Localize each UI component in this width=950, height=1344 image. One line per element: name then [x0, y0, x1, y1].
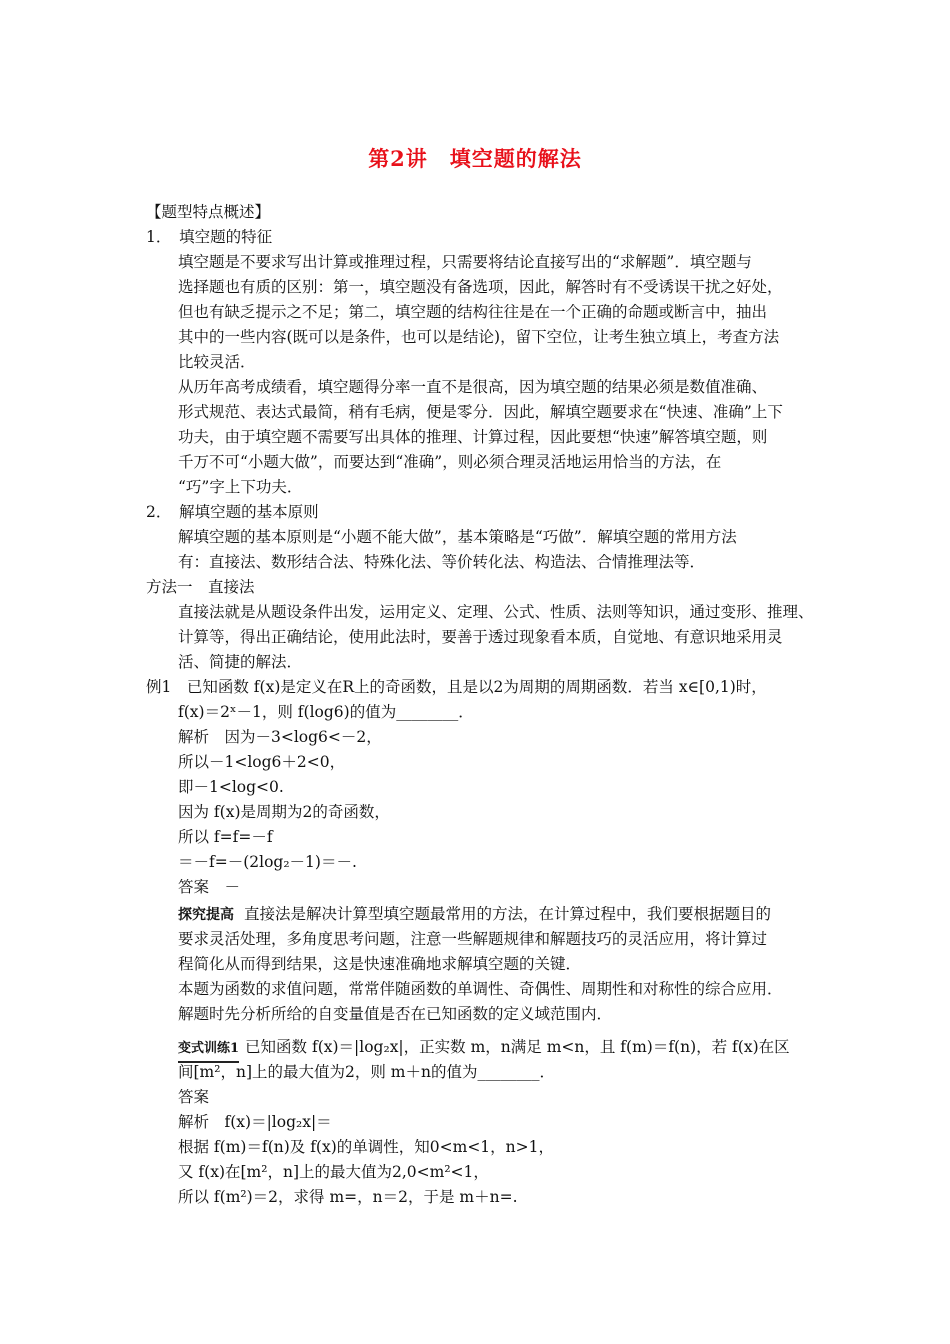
para2-line: 功夫，由于填空题不需要写出具体的推理、计算过程，因此要想“快速”解答填空题，则	[178, 428, 768, 446]
item2-heading: 2． 解填空题的基本原则	[146, 503, 319, 521]
example1-solution-line: 因为 f(x)是周期为2的奇函数，	[178, 803, 390, 821]
para2-line: 形式规范、表达式最简，稍有毛病，便是零分．因此，解填空题要求在“快速、准确”上下	[178, 403, 783, 421]
inquiry-line: 本题为函数的求值问题，常常伴随函数的单调性、奇偶性、周期性和对称性的综合应用．	[178, 980, 783, 998]
training-line	[178, 1035, 790, 1063]
inquiry-line: 解题时先分析所给的自变量值是否在已知函数的定义域范围内．	[178, 1005, 613, 1023]
training-solution-line: 根据 f(m)＝f(n)及 f(x)的单调性，知0<m<1，n>1，	[178, 1138, 554, 1156]
example1-solution-line: ＝－f=－(2log₂－1)＝－.	[178, 853, 357, 871]
para1-line: 填空题是不要求写出计算或推理过程，只需要将结论直接写出的“求解题”．填空题与	[178, 253, 752, 271]
para2-line: “巧”字上下功夫．	[178, 478, 303, 496]
para3-line: 有：直接法、数形结合法、特殊化法、等价转化法、构造法、合情推理法等．	[178, 553, 706, 571]
example1-answer: 答案 －	[178, 878, 241, 896]
example1-solution-line: 即－1<log<0.	[178, 778, 284, 796]
para3-line: 解填空题的基本原则是“小题不能大做”，基本策略是“巧做”．解填空题的常用方法	[178, 528, 737, 546]
training-solution-line: 又 f(x)在[m²，n]上的最大值为2,0<m²<1，	[178, 1163, 489, 1181]
inquiry-tag: 探究提高	[178, 907, 234, 923]
para4-line: 直接法就是从题设条件出发，运用定义、定理、公式、性质、法则等知识，通过变形、推理、	[178, 603, 814, 621]
example1-solution-line: 所以－1<log6＋2<0，	[178, 753, 346, 771]
training-solution-line: 所以 f(m²)＝2，求得 m=，n＝2，于是 m＋n=.	[178, 1188, 518, 1206]
para1-line: 比较灵活．	[178, 353, 256, 371]
para1-line: 但也有缺乏提示之不足；第二，填空题的结构往往是在一个正确的命题或断言中，抽出	[178, 303, 768, 321]
para2-line: 千万不可“小题大做”，而要达到“准确”，则必须合理灵活地运用恰当的方法，在	[178, 453, 722, 471]
para1-line: 其中的一些内容(既可以是条件，也可以是结论)，留下空位，让考生独立填上，考查方法	[178, 328, 780, 346]
training-solution-line: 解析 f(x)＝|log₂x|＝	[178, 1113, 332, 1131]
para1-line: 选择题也有质的区别：第一，填空题没有备选项，因此，解答时有不受诱误干扰之好处，	[178, 278, 783, 296]
method1-heading: 方法一 直接法	[146, 578, 255, 596]
para4-line: 计算等，得出正确结论，使用此法时，要善于透过现象看本质，自觉地、有意识地采用灵	[178, 628, 783, 646]
example1-statement: f(x)＝2ˣ－1，则 f(log6)的值为________．	[178, 703, 474, 721]
training-text: 已知函数 f(x)＝|log₂x|，正实数 m，n满足 m<n，且 f(m)＝f(n)，若 f(x)在区	[245, 1038, 790, 1056]
example1-solution-line: 所以 f=f=－f	[178, 828, 273, 846]
page-title: 第2讲 填空题的解法	[368, 146, 582, 171]
para4-line: 活、简捷的解法．	[178, 653, 303, 671]
item1-heading: 1． 填空题的特征	[146, 228, 273, 246]
example1-statement: 例1 已知函数 f(x)是定义在R上的奇函数，且是以2为周期的周期函数．若当 x∈[0,1)时，	[146, 678, 767, 696]
section-header: 【题型特点概述】	[146, 203, 271, 221]
inquiry-text: 直接法是解决计算型填空题最常用的方法，在计算过程中，我们要根据题目的	[244, 905, 772, 923]
example1-solution-line: 解析 因为－3<log6<－2，	[178, 728, 382, 746]
inquiry-line: 要求灵活处理，多角度思考问题，注意一些解题规律和解题技巧的灵活应用，将计算过	[178, 930, 768, 948]
training-line: 间[m²，n]上的最大值为2，则 m＋n的值为________．	[178, 1063, 555, 1081]
inquiry-line: 程简化从而得到结果，这是快速准确地求解填空题的关键．	[178, 955, 582, 973]
training-answer: 答案	[178, 1088, 210, 1106]
para2-line: 从历年高考成绩看，填空题得分率一直不是很高，因为填空题的结果必须是数值准确、	[178, 378, 768, 396]
training-tag: 变式训练1	[178, 1036, 239, 1063]
inquiry-line	[178, 902, 771, 928]
